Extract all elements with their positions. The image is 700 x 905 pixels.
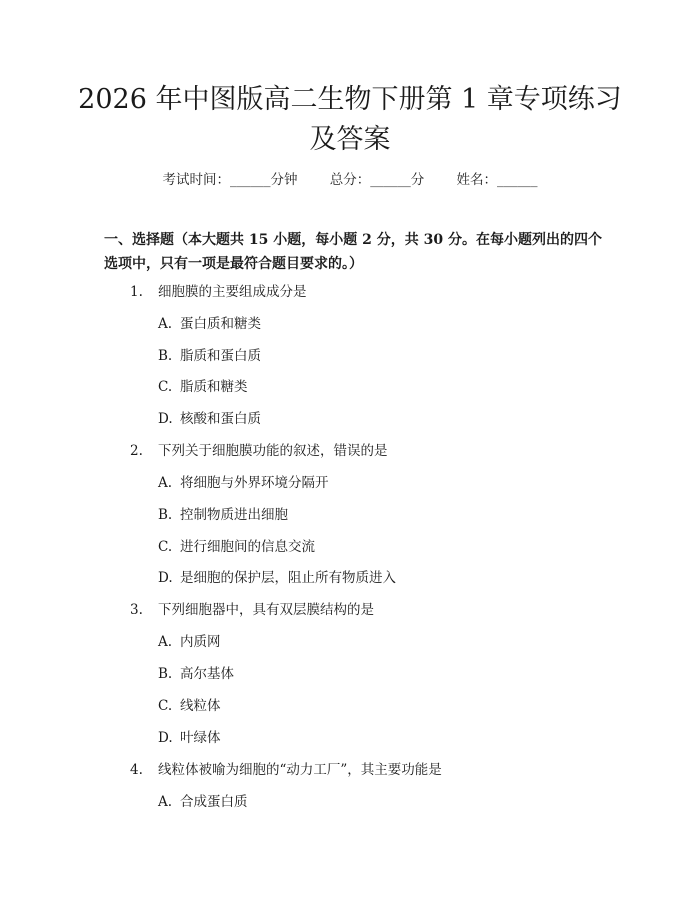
option-2a (158, 473, 329, 493)
option-1a (158, 314, 261, 334)
option-4a (158, 792, 248, 812)
option-3b (158, 664, 234, 684)
option-text: 将细胞与外界环境分隔开 (180, 475, 329, 491)
option-letter: C. (158, 698, 173, 714)
option-3c (158, 696, 221, 716)
question-1 (130, 282, 307, 302)
option-text: 合成蛋白质 (180, 794, 248, 810)
question-text: 下列关于细胞膜功能的叙述，错误的是 (158, 443, 388, 459)
question-text: 下列细胞器中，具有双层膜结构的是 (158, 602, 374, 618)
option-text: 内质网 (180, 634, 221, 650)
option-text: 控制物质进出细胞 (180, 507, 288, 523)
question-2 (130, 441, 388, 461)
exam-score: 总分：______分 (329, 172, 425, 188)
option-2d (158, 568, 396, 588)
option-letter: D. (158, 730, 173, 746)
option-text: 是细胞的保护层，阻止所有物质进入 (180, 570, 396, 586)
question-number: 2. (130, 443, 143, 459)
option-letter: C. (158, 539, 173, 555)
question-text: 细胞膜的主要组成成分是 (158, 284, 307, 300)
question-number: 4. (130, 762, 143, 778)
question-text: 线粒体被喻为细胞的“动力工厂”，其主要功能是 (158, 762, 442, 778)
question-3 (130, 600, 374, 620)
option-3a (158, 632, 221, 652)
option-letter: D. (158, 411, 173, 427)
option-text: 脂质和蛋白质 (180, 348, 261, 364)
option-text: 线粒体 (180, 698, 221, 714)
option-text: 进行细胞间的信息交流 (180, 539, 315, 555)
option-letter: A. (158, 794, 173, 810)
option-letter: D. (158, 570, 173, 586)
exam-time: 考试时间：______分钟 (162, 172, 298, 188)
page-title (60, 80, 640, 160)
option-letter: B. (158, 507, 173, 523)
question-number: 3. (130, 602, 143, 618)
option-2b (158, 505, 288, 525)
option-letter: A. (158, 316, 173, 332)
option-3d (158, 728, 221, 748)
option-letter: A. (158, 634, 173, 650)
exam-meta (0, 168, 700, 188)
option-text: 蛋白质和糖类 (180, 316, 261, 332)
title-line-2: 及答案 (309, 124, 391, 155)
option-1c (158, 377, 248, 397)
option-1d (158, 409, 261, 429)
title-line-1: 2026 年中图版高二生物下册第 1 章专项练习 (78, 84, 622, 115)
student-name: 姓名：______ (456, 172, 538, 188)
section-heading: 一、选择题（本大题共 15 小题，每小题 2 分，共 30 分。在每小题列出的四个选项中，只有一项是最符合题目要求的。） (104, 232, 602, 272)
option-letter: A. (158, 475, 173, 491)
option-text: 脂质和糖类 (180, 379, 248, 395)
option-text: 核酸和蛋白质 (180, 411, 261, 427)
option-letter: B. (158, 666, 173, 682)
question-4 (130, 760, 442, 780)
option-text: 叶绿体 (180, 730, 221, 746)
question-number: 1. (130, 284, 143, 300)
option-1b (158, 346, 261, 366)
option-2c (158, 537, 315, 557)
option-letter: B. (158, 348, 173, 364)
option-text: 高尔基体 (180, 666, 234, 682)
option-letter: C. (158, 379, 173, 395)
